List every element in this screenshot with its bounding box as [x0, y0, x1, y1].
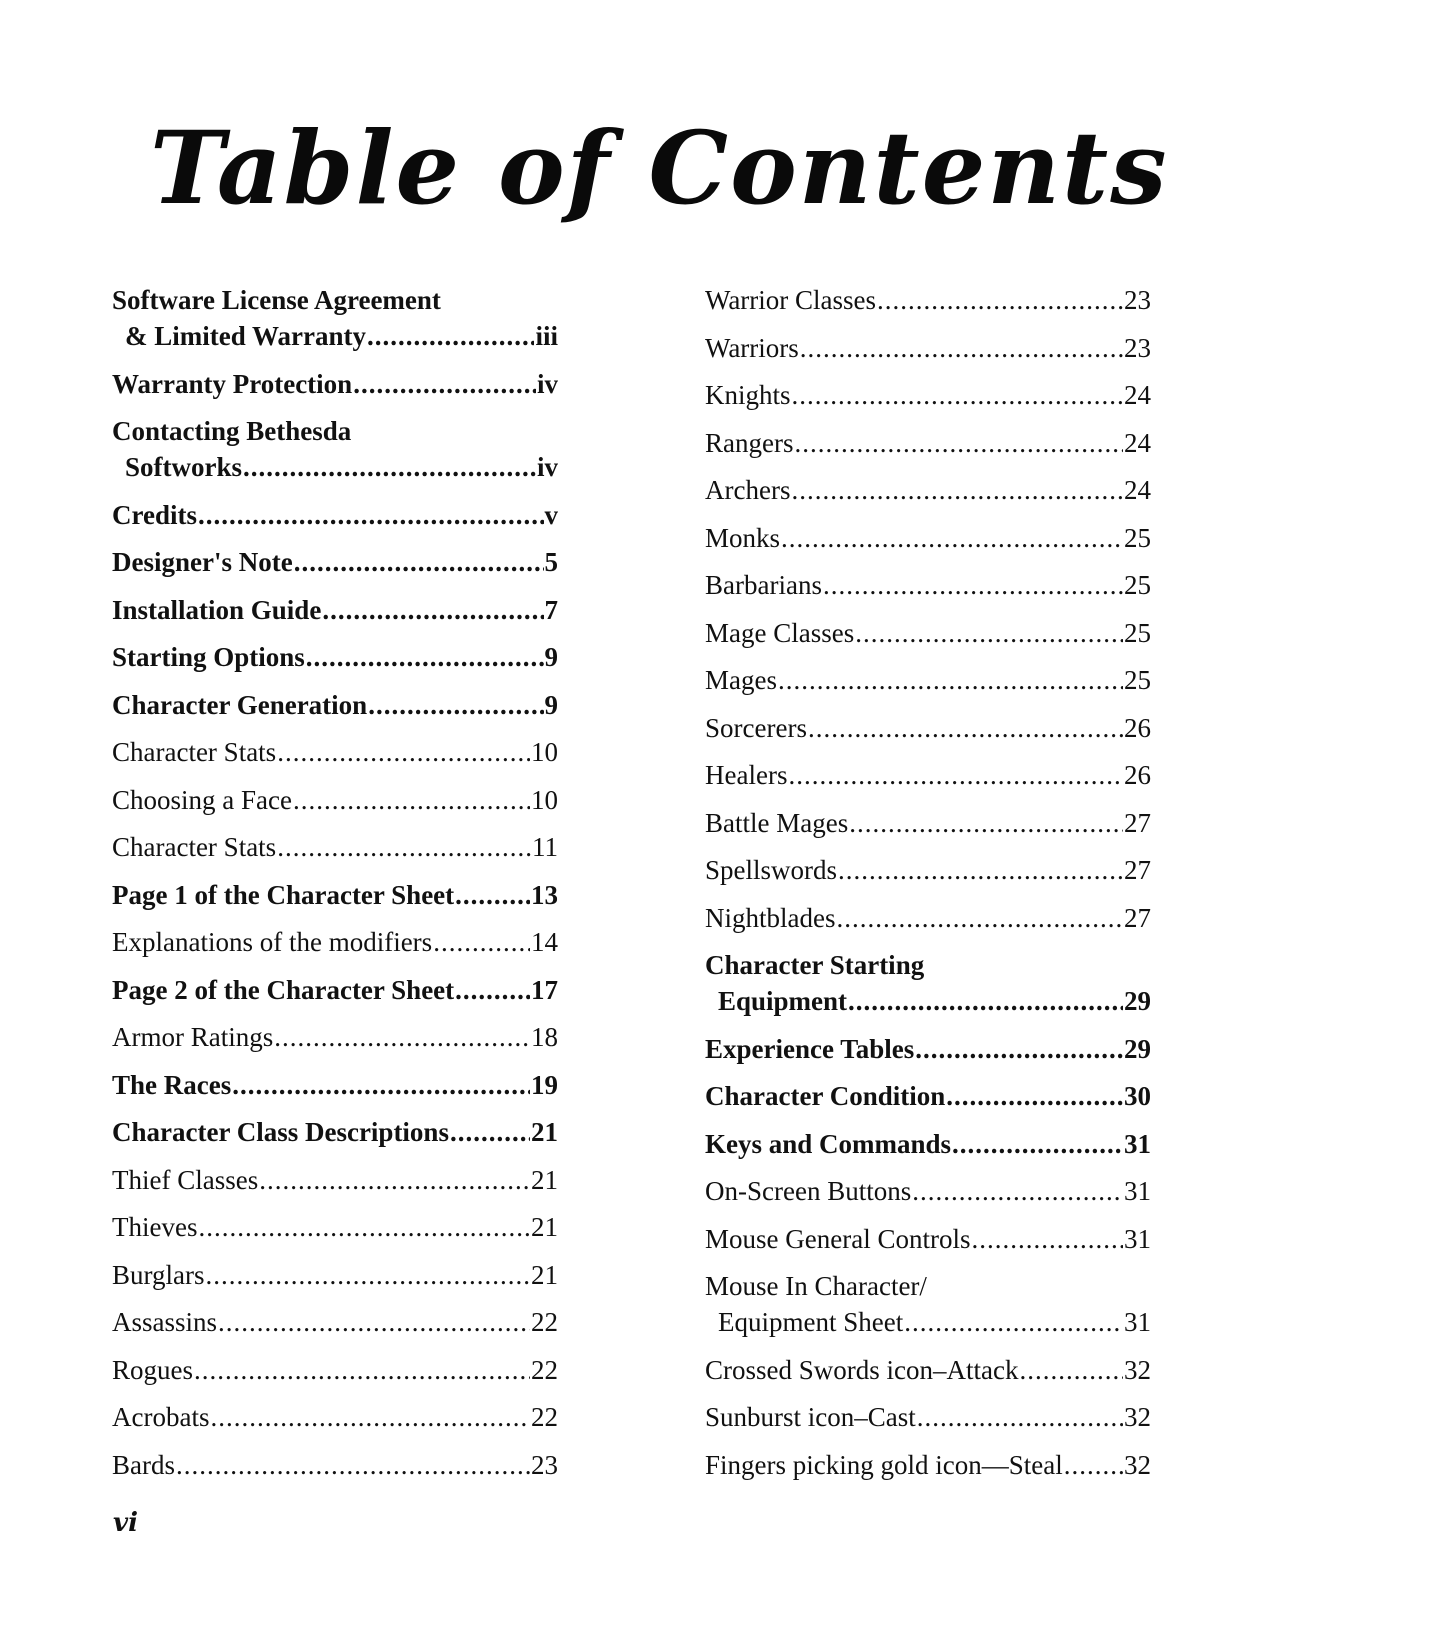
- toc-entry-label-block: [112, 282, 558, 354]
- dot-leader: [176, 1447, 530, 1483]
- toc-page-number: 22: [531, 1354, 558, 1385]
- dot-leader: [848, 983, 1123, 1019]
- dot-leader: [794, 425, 1123, 461]
- toc-page-number: 30: [1124, 1081, 1151, 1111]
- toc-entry-title: Knights: [705, 380, 791, 410]
- toc-entry[interactable]: [705, 330, 1151, 366]
- toc-entry[interactable]: [705, 425, 1151, 461]
- toc-entry-title: Character Stats: [112, 832, 277, 862]
- toc-entry[interactable]: [112, 1257, 558, 1293]
- toc-page-number: 25: [1124, 665, 1151, 695]
- toc-page-number: 21: [531, 1117, 558, 1147]
- toc-page-number: 10: [531, 737, 558, 767]
- dot-leader: [791, 472, 1123, 508]
- toc-entry-title: Warrior Classes: [705, 285, 877, 315]
- toc-entry-title: Sunburst icon–Cast: [705, 1402, 916, 1432]
- toc-page-number: 25: [1124, 522, 1151, 553]
- dot-leader: [849, 805, 1123, 841]
- dot-leader: [277, 829, 531, 865]
- toc-page-number: 25: [1124, 617, 1151, 648]
- toc-entry[interactable]: [112, 1447, 558, 1483]
- toc-entry[interactable]: [112, 829, 558, 865]
- dot-leader: [838, 852, 1123, 888]
- toc-page-number: 32: [1124, 1402, 1151, 1432]
- toc-page-number: 29: [1124, 986, 1151, 1016]
- toc-entry-continuation: [112, 449, 558, 485]
- toc-entry-title: Designer's Note: [112, 547, 293, 577]
- toc-entry-title: Crossed Swords icon–Attack: [705, 1354, 1019, 1385]
- toc-entry-label-block: [705, 1268, 1151, 1340]
- dot-leader: [277, 734, 530, 770]
- toc-entry-title: Mage Classes: [705, 617, 855, 648]
- toc-entry-continuation: [705, 1304, 1151, 1340]
- toc-entry-title: On-Screen Buttons: [705, 1176, 912, 1206]
- toc-page-number: 31: [1124, 1223, 1151, 1254]
- toc-entry-title: The Races: [112, 1069, 232, 1100]
- toc-entry[interactable]: [705, 520, 1151, 556]
- toc-entry[interactable]: [705, 1399, 1151, 1435]
- toc-entry-title: Acrobats: [112, 1402, 210, 1432]
- toc-page-number: 13: [531, 879, 558, 910]
- dot-leader: [198, 1209, 530, 1245]
- toc-page-number: 31: [1124, 1176, 1151, 1206]
- dot-leader: [788, 757, 1123, 793]
- toc-page-number: 9: [544, 689, 558, 720]
- toc-page-number: 27: [1124, 855, 1151, 885]
- toc-page-number: iii: [535, 321, 558, 351]
- dot-leader: [294, 544, 544, 580]
- toc-entry-title: Choosing a Face: [112, 784, 292, 815]
- toc-entry-title: Character Stats: [112, 737, 277, 767]
- toc-entry-title: Armor Ratings: [112, 1022, 274, 1052]
- toc-entry-title-continued: Softworks: [125, 452, 243, 482]
- toc-entry-title: Page 2 of the Character Sheet: [112, 974, 455, 1005]
- toc-entry-title: Thieves: [112, 1212, 198, 1242]
- toc-entry[interactable]: [705, 710, 1151, 746]
- toc-entry-title: Mouse In Character/: [705, 1271, 927, 1301]
- toc-entry-title: Warriors: [705, 332, 799, 363]
- toc-entry[interactable]: [112, 1209, 558, 1245]
- toc-entry-title: Mouse General Controls: [705, 1223, 971, 1254]
- dot-leader: [232, 1067, 530, 1103]
- toc-entry[interactable]: [705, 567, 1151, 603]
- toc-page-number: 27: [1124, 807, 1151, 838]
- toc-page-number: 23: [531, 1449, 558, 1480]
- dot-leader: [855, 615, 1123, 651]
- toc-entry[interactable]: [705, 1221, 1151, 1257]
- dot-leader: [450, 1114, 530, 1150]
- toc-entry-continuation: [705, 983, 1151, 1019]
- toc-entry-title: Page 1 of the Character Sheet: [112, 879, 455, 910]
- toc-page-number: 14: [531, 927, 558, 957]
- toc-page-number: 25: [1124, 570, 1151, 600]
- toc-entry[interactable]: [705, 662, 1151, 698]
- toc-entry-title: Software License Agreement: [112, 285, 441, 315]
- toc-page-number: 31: [1124, 1307, 1151, 1337]
- toc-entry[interactable]: [112, 592, 558, 628]
- dot-leader: [778, 662, 1123, 698]
- toc-page-number: 17: [531, 974, 558, 1005]
- toc-entry-title: Rogues: [112, 1354, 193, 1385]
- toc-entry[interactable]: [112, 1352, 558, 1388]
- dot-leader: [218, 1304, 530, 1340]
- dot-leader: [792, 377, 1123, 413]
- dot-leader: [904, 1304, 1123, 1340]
- toc-entry[interactable]: [112, 687, 558, 723]
- toc-page-number: 31: [1124, 1128, 1151, 1159]
- toc-page-number: 22: [531, 1307, 558, 1337]
- toc-entry[interactable]: [112, 1019, 558, 1055]
- toc-page-number: 32: [1124, 1449, 1151, 1480]
- toc-page-number: 29: [1124, 1033, 1151, 1064]
- dot-leader: [206, 1257, 531, 1293]
- toc-entry-title: Credits: [112, 499, 197, 530]
- toc-entry-title-continued: Equipment: [718, 986, 848, 1016]
- toc-page-number: iv: [536, 368, 558, 399]
- dot-leader: [946, 1078, 1123, 1114]
- toc-entry[interactable]: [705, 282, 1151, 318]
- toc-page-number: 7: [544, 594, 558, 625]
- dot-leader: [274, 1019, 530, 1055]
- toc-entry[interactable]: [112, 972, 558, 1008]
- dot-leader: [917, 1399, 1123, 1435]
- toc-entry[interactable]: [705, 852, 1151, 888]
- toc-entry[interactable]: [112, 282, 558, 354]
- toc-entry[interactable]: [705, 1447, 1151, 1483]
- toc-page-number: iv: [536, 452, 558, 482]
- toc-entry[interactable]: [112, 1399, 558, 1435]
- toc-entry-title: Character Condition: [705, 1081, 946, 1111]
- toc-entry-title: Assassins: [112, 1307, 218, 1337]
- toc-entry-title: Explanations of the modifiers: [112, 927, 433, 957]
- toc-entry[interactable]: [112, 366, 558, 402]
- toc-page-number: 5: [544, 547, 558, 577]
- dot-leader: [455, 972, 530, 1008]
- dot-leader: [306, 639, 544, 675]
- toc-page-number: 24: [1124, 475, 1151, 505]
- toc-page-number: 26: [1124, 760, 1151, 790]
- toc-page-number: 22: [531, 1402, 558, 1432]
- dot-leader: [353, 366, 536, 402]
- toc-entry-title: Rangers: [705, 427, 794, 458]
- toc-entry-title: Battle Mages: [705, 807, 849, 838]
- toc-column-right: [705, 282, 1151, 1494]
- dot-leader: [243, 449, 536, 485]
- toc-entry[interactable]: [112, 877, 558, 913]
- toc-entry[interactable]: [705, 1173, 1151, 1209]
- toc-entry[interactable]: [112, 639, 558, 675]
- toc-entry[interactable]: [112, 544, 558, 580]
- toc-entry-title: Character Starting: [705, 950, 925, 980]
- toc-page-number: 26: [1124, 712, 1151, 743]
- toc-page-number: 10: [531, 784, 558, 815]
- toc-page-number: 11: [532, 832, 558, 862]
- toc-entry-title: Archers: [705, 475, 791, 505]
- dot-leader: [836, 900, 1123, 936]
- toc-entry[interactable]: [705, 377, 1151, 413]
- toc-entry[interactable]: [705, 472, 1151, 508]
- toc-entry[interactable]: [112, 924, 558, 960]
- dot-leader: [1064, 1447, 1123, 1483]
- dot-leader: [808, 710, 1123, 746]
- toc-entry-title: Warranty Protection: [112, 368, 353, 399]
- dot-leader: [877, 282, 1123, 318]
- toc-page-number: 19: [531, 1069, 558, 1100]
- toc-page-number: 27: [1124, 902, 1151, 933]
- toc-entry-title: Character Class Descriptions: [112, 1117, 449, 1147]
- toc-entry-title: Fingers picking gold icon—Steal: [705, 1449, 1063, 1480]
- toc-entry-continuation: [112, 318, 558, 354]
- toc-entry[interactable]: [705, 1031, 1151, 1067]
- toc-entry-title-continued: & Limited Warranty: [125, 321, 366, 351]
- toc-entry-title: Thief Classes: [112, 1164, 259, 1195]
- dot-leader: [259, 1162, 530, 1198]
- toc-page-number: 24: [1124, 380, 1151, 410]
- toc-entry[interactable]: [705, 805, 1151, 841]
- toc-entry-title: Monks: [705, 522, 781, 553]
- page-number: vi: [113, 1508, 138, 1538]
- dot-leader: [912, 1173, 1123, 1209]
- dot-leader: [823, 567, 1123, 603]
- toc-entry-label-block: [705, 947, 1151, 1019]
- toc-entry[interactable]: [705, 947, 1151, 1019]
- dot-leader: [781, 520, 1123, 556]
- toc-page-number: 23: [1124, 332, 1151, 363]
- toc-entry-title: Starting Options: [112, 642, 305, 672]
- dot-leader: [198, 497, 544, 533]
- toc-entry-title: Bards: [112, 1449, 175, 1480]
- toc-entry[interactable]: [112, 1114, 558, 1150]
- dot-leader: [322, 592, 543, 628]
- toc-entry[interactable]: [112, 497, 558, 533]
- toc-entry-title: Nightblades: [705, 902, 836, 933]
- toc-page-number: 21: [531, 1259, 558, 1290]
- toc-page-number: 21: [531, 1164, 558, 1195]
- dot-leader: [455, 877, 530, 913]
- dot-leader: [210, 1399, 530, 1435]
- toc-entry[interactable]: [112, 1067, 558, 1103]
- toc-entry[interactable]: [705, 757, 1151, 793]
- toc-entry[interactable]: [705, 1352, 1151, 1388]
- dot-leader: [952, 1126, 1123, 1162]
- page-title: Table of Contents: [150, 109, 1169, 227]
- dot-leader: [194, 1352, 530, 1388]
- toc-entry[interactable]: [112, 1304, 558, 1340]
- toc-entry-title-continued: Equipment Sheet: [718, 1307, 904, 1337]
- toc-entry[interactable]: [705, 1078, 1151, 1114]
- toc-page-number: 23: [1124, 285, 1151, 315]
- toc-entry-title: Burglars: [112, 1259, 205, 1290]
- toc-page-number: 32: [1124, 1354, 1151, 1385]
- toc-entry-title: Experience Tables: [705, 1033, 915, 1064]
- toc-column-left: [112, 282, 558, 1494]
- toc-page-number: 18: [531, 1022, 558, 1052]
- toc-entry[interactable]: [705, 1268, 1151, 1340]
- toc-entry-label-block: [112, 413, 558, 485]
- toc-entry[interactable]: [112, 1162, 558, 1198]
- dot-leader: [915, 1031, 1123, 1067]
- toc-entry-title: Healers: [705, 760, 788, 790]
- toc-entry[interactable]: [112, 413, 558, 485]
- toc-entry-title: Contacting Bethesda: [112, 416, 352, 446]
- dot-leader: [800, 330, 1123, 366]
- toc-entry-title: Keys and Commands: [705, 1128, 952, 1159]
- toc-entry-title: Sorcerers: [705, 712, 807, 743]
- dot-leader: [433, 924, 530, 960]
- toc-entry[interactable]: [705, 615, 1151, 651]
- toc-entry[interactable]: [112, 782, 558, 818]
- toc-entry-title: Installation Guide: [112, 594, 322, 625]
- dot-leader: [971, 1221, 1123, 1257]
- toc-entry-title: Spellswords: [705, 855, 838, 885]
- dot-leader: [1019, 1352, 1123, 1388]
- toc-entry-title: Barbarians: [705, 570, 822, 600]
- toc-entry[interactable]: [112, 734, 558, 770]
- toc-page-number: 24: [1124, 427, 1151, 458]
- toc-entry-title: Mages: [705, 665, 777, 695]
- toc-page-number: 9: [544, 642, 558, 672]
- dot-leader: [293, 782, 530, 818]
- dot-leader: [368, 687, 543, 723]
- toc-entry-title: Character Generation: [112, 689, 368, 720]
- toc-entry[interactable]: [705, 1126, 1151, 1162]
- toc-entry[interactable]: [705, 900, 1151, 936]
- toc-page-number: 21: [531, 1212, 558, 1242]
- toc-page-number: v: [544, 499, 558, 530]
- dot-leader: [367, 318, 535, 354]
